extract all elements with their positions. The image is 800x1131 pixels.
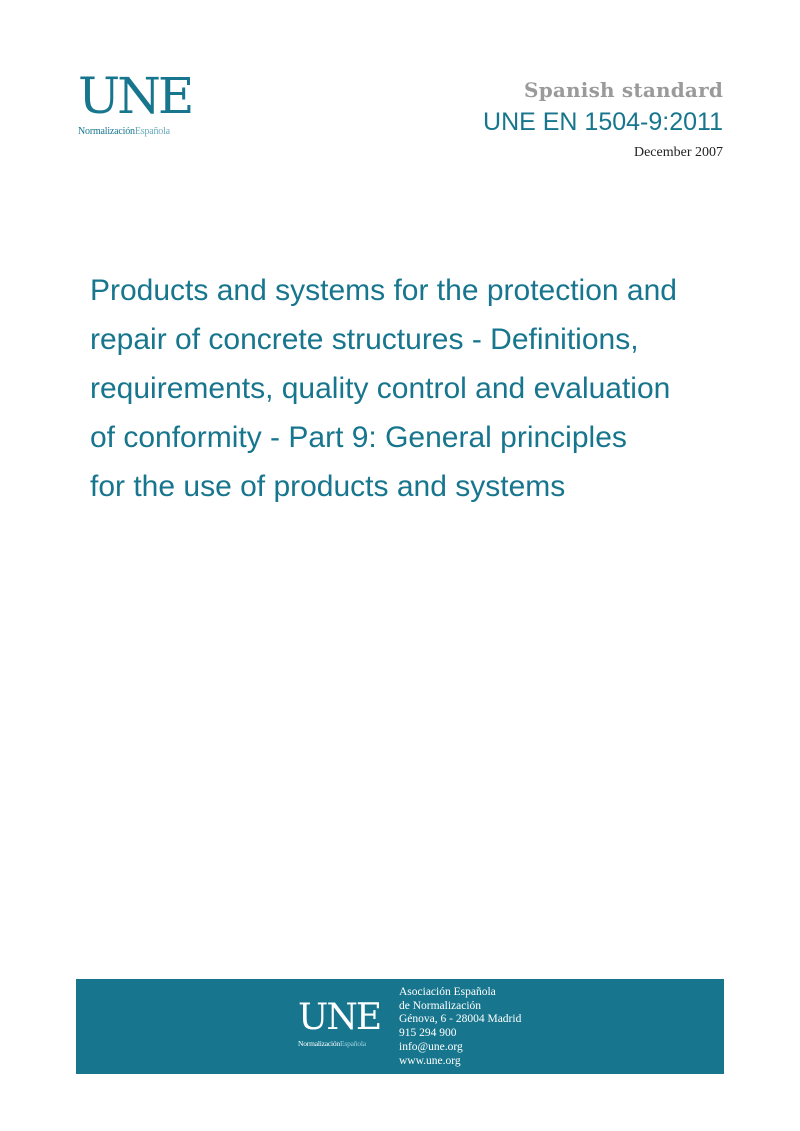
- footer-logo-mark: UNE: [298, 997, 381, 1038]
- standard-code: UNE EN 1504-9:2011: [483, 108, 723, 136]
- document-title: Products and systems for the protection and repair of concrete structures - Definitions, requirements, quality control and evaluation of conformity - Part 9: General principles for the use of products and systems: [90, 274, 677, 503]
- footer-org-name-line2: de Normalización: [399, 999, 482, 1012]
- logo-sub-primary: Normalización: [78, 126, 135, 137]
- footer-logo-subtitle: [298, 1039, 380, 1048]
- footer-address: Génova, 6 - 28004 Madrid: [399, 1013, 522, 1026]
- une-logo: [78, 67, 208, 137]
- footer-logo-sub-primary: Normalización: [298, 1039, 340, 1048]
- footer-logo: [298, 997, 381, 1048]
- footer-website: www.une.org: [399, 1054, 461, 1067]
- footer-contact-info: [399, 986, 521, 1068]
- logo-mark: UNE: [78, 67, 192, 125]
- footer-phone: 915 294 900: [399, 1027, 457, 1040]
- footer-logo-sub-secondary: Española: [339, 1039, 366, 1048]
- footer-band: [76, 979, 724, 1074]
- footer-email: info@une.org: [399, 1040, 463, 1053]
- standard-date: December 2007: [633, 145, 723, 160]
- logo-sub-secondary: Española: [134, 126, 170, 137]
- footer-org-name-line1: Asociación Española: [399, 986, 496, 998]
- logo-subtitle: [78, 126, 208, 137]
- standard-type: Spanish standard: [524, 78, 723, 102]
- standard-header: [483, 78, 723, 161]
